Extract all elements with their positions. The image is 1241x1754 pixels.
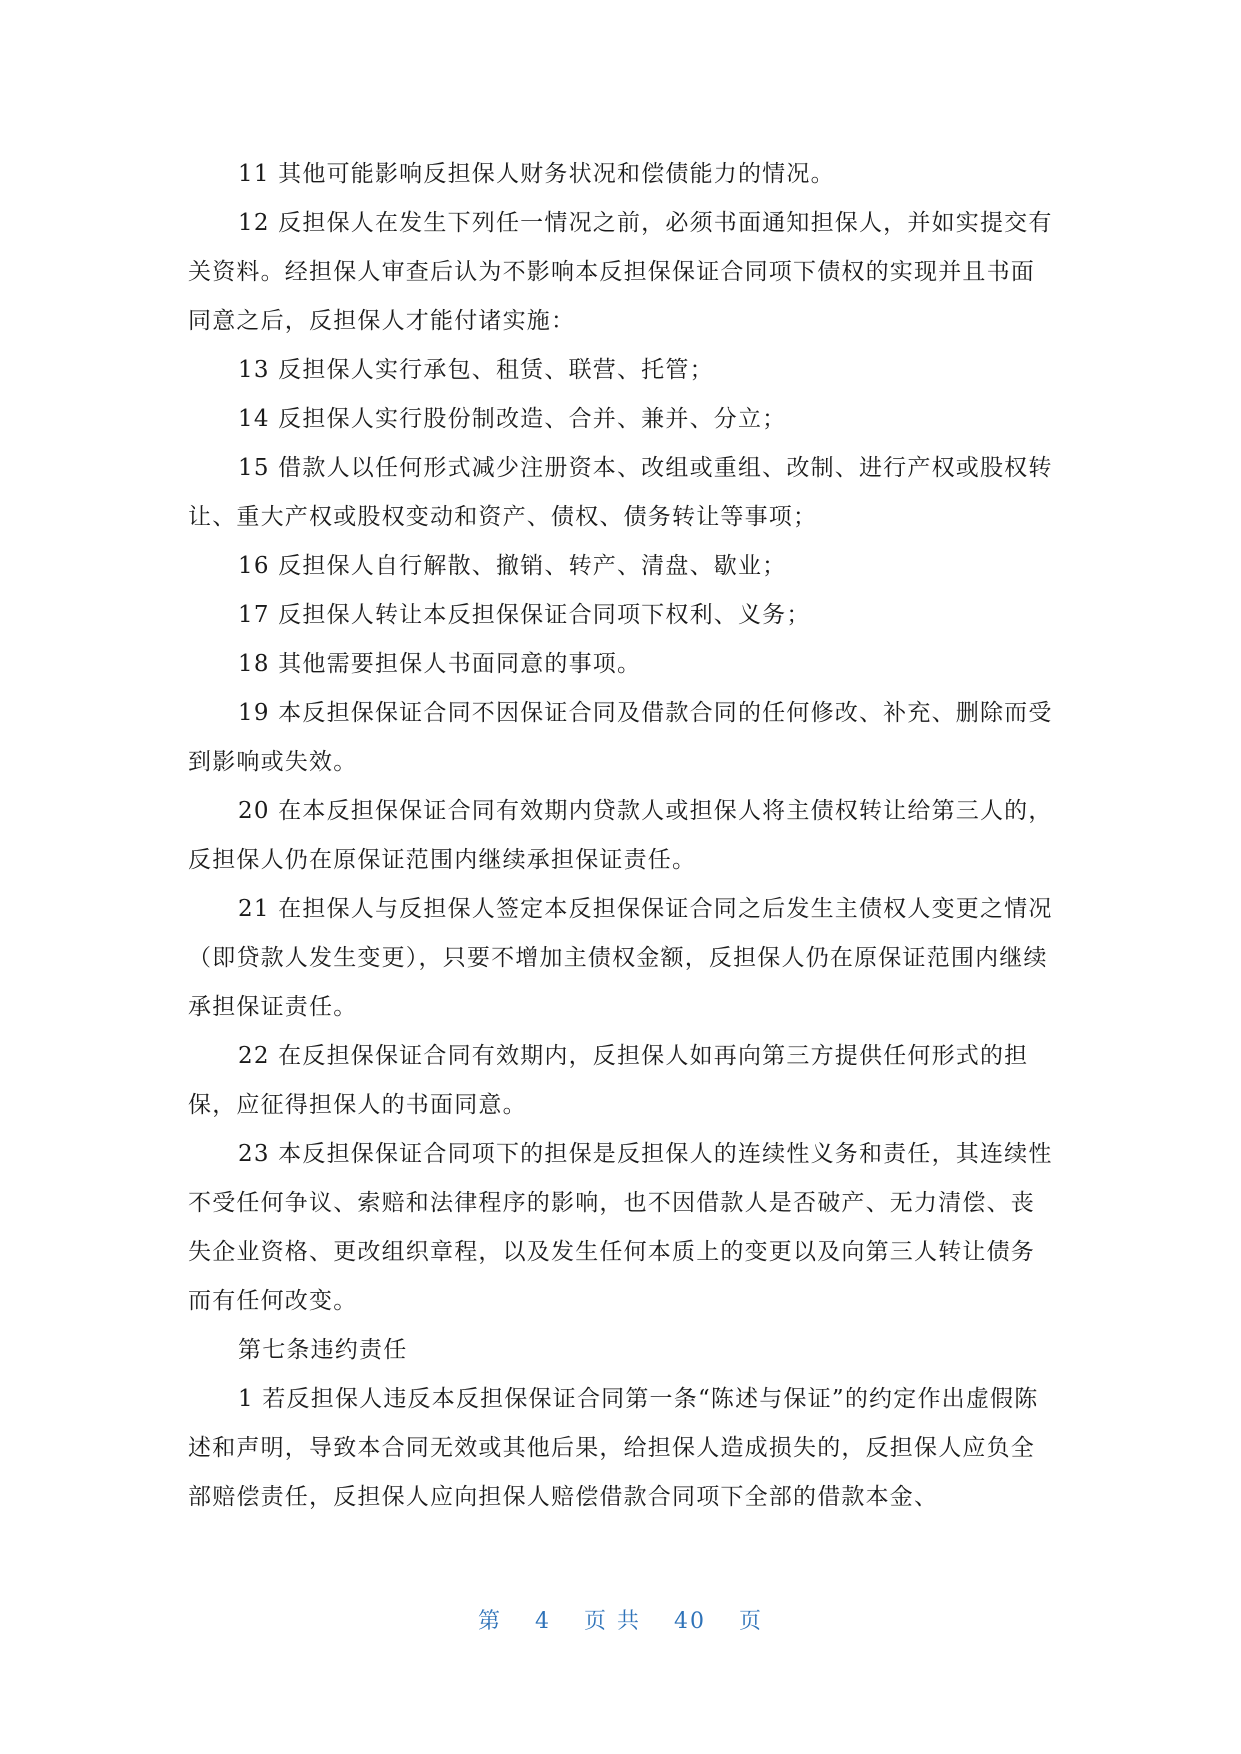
paragraph-20: 20 在本反担保保证合同有效期内贷款人或担保人将主债权转让给第三人的，反担保人仍在原保证范围内继续承担保证责任。 [188, 798, 1053, 873]
paragraph-18: 18 其他需要担保人书面同意的事项。 [238, 651, 642, 677]
paragraph-16: 16 反担保人自行解散、撤销、转产、清盘、歇业； [238, 553, 787, 579]
paragraph-11: 11 其他可能影响反担保人财务状况和偿债能力的情况。 [238, 161, 835, 187]
paragraph-13: 13 反担保人实行承包、租赁、联营、托管； [238, 357, 714, 383]
page-footer [0, 1604, 1241, 1635]
footer-label-ye-gong: 页 共 [584, 1609, 641, 1634]
paragraph-article-7-item-1: 1 若反担保人违反本反担保保证合同第一条“陈述与保证”的约定作出虚假陈述和声明，导致本合同无效或其他后果，给担保人造成损失的，反担保人应负全部赔偿责任，反担保人应向担保人赔偿借款合同项下全部的借款本金、 [188, 1386, 1039, 1510]
section-heading-article-7: 第七条违约责任 [238, 1337, 408, 1363]
document-body [188, 150, 1058, 1522]
paragraph-22: 22 在反担保保证合同有效期内，反担保人如再向第三方提供任何形式的担保，应征得担保人的书面同意。 [188, 1043, 1029, 1118]
footer-total-pages: 40 [674, 1609, 706, 1634]
paragraph-23: 23 本反担保保证合同项下的担保是反担保人的连续性义务和责任，其连续性不受任何争议、索赔和法律程序的影响，也不因借款人是否破产、无力清偿、丧失企业资格、更改组织章程，以及发生任何本质上的变更以及向第三人转让债务而有任何改变。 [188, 1141, 1053, 1314]
paragraph-17: 17 反担保人转让本反担保保证合同项下权利、义务； [238, 602, 811, 628]
paragraph-19: 19 本反担保保证合同不因保证合同及借款合同的任何修改、补充、删除而受到影响或失效。 [188, 700, 1053, 775]
footer-current-page: 4 [535, 1609, 551, 1634]
paragraph-12: 12 反担保人在发生下列任一情况之前，必须书面通知担保人，并如实提交有关资料。经担保人审查后认为不影响本反担保保证合同项下债权的实现并且书面同意之后，反担保人才能付诸实施： [188, 210, 1053, 334]
footer-label-ye: 页 [739, 1609, 764, 1634]
footer-label-di: 第 [477, 1609, 502, 1634]
paragraph-21: 21 在担保人与反担保人签定本反担保保证合同之后发生主债权人变更之情况（即贷款人发生变更），只要不增加主债权金额，反担保人仍在原保证范围内继续承担保证责任。 [188, 896, 1053, 1020]
paragraph-14: 14 反担保人实行股份制改造、合并、兼并、分立； [238, 406, 787, 432]
paragraph-15: 15 借款人以任何形式减少注册资本、改组或重组、改制、进行产权或股权转让、重大产权或股权变动和资产、债权、债务转让等事项； [188, 455, 1053, 530]
